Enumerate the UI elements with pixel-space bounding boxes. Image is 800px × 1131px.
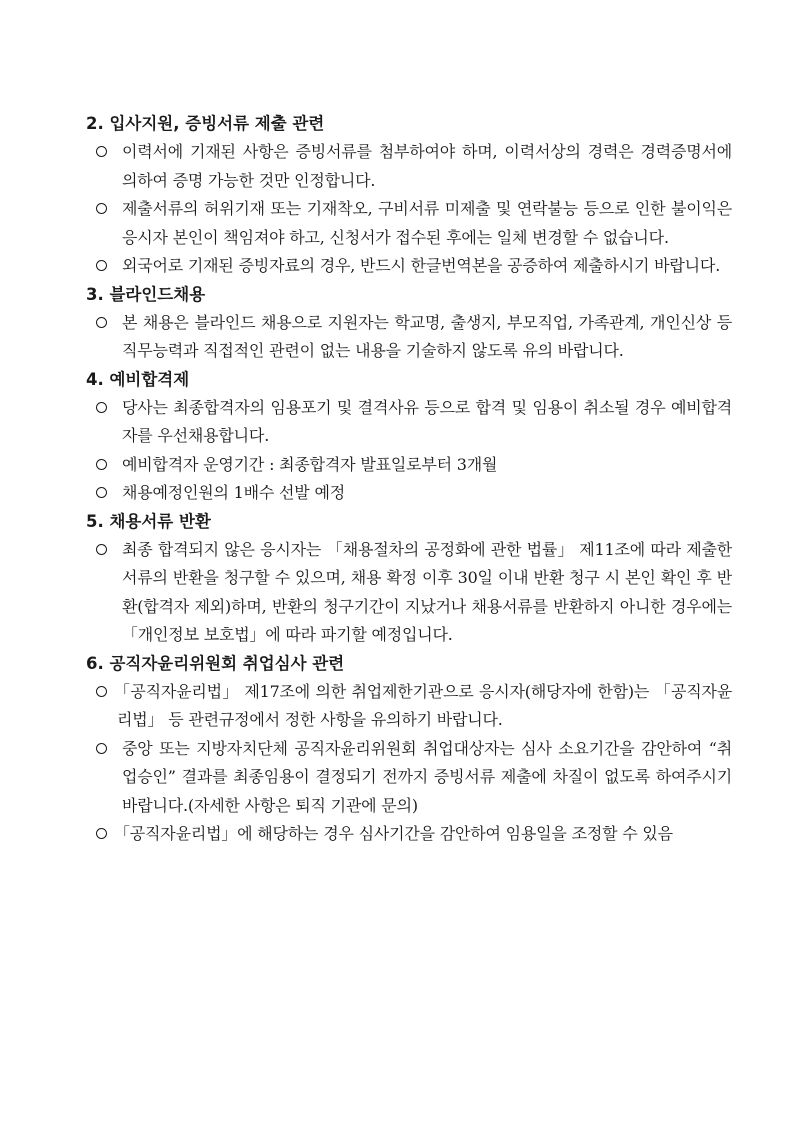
circle-bullet-icon [96, 402, 107, 413]
list-item: 중앙 또는 지방자치단체 공직자윤리위원회 취업대상자는 심사 소요기간을 감안하여 “취업승인” 결과를 최종임용이 결정되기 전까지 증빙서류 제출에 차질이 없도록 하여주시기 바랍니다.(자세한 사항은 퇴직 기관에 문의) [86, 735, 736, 821]
list-item: 외국어로 기재된 증빙자료의 경우, 반드시 한글번역본을 공증하여 제출하시기 바랍니다. [86, 252, 736, 281]
section-ethics-review [86, 650, 736, 849]
list-item: 제출서류의 허위기재 또는 기재착오, 구비서류 미제출 및 연락불능 등으로 인한 불이익은 응시자 본인이 책임져야 하고, 신청서가 접수된 후에는 일체 변경할 수 없습니다. [86, 195, 736, 252]
circle-bullet-icon [96, 544, 107, 555]
list-item: 예비합격자 운영기간 : 최종합격자 발표일로부터 3개월 [86, 451, 736, 480]
circle-bullet-icon [96, 459, 107, 470]
document-page [86, 110, 736, 849]
section-title: 3. 블라인드채용 [86, 284, 206, 304]
section-blind-hiring [86, 281, 736, 366]
section-title: 2. 입사지원, 증빙서류 제출 관련 [86, 114, 325, 133]
section-title: 5. 채용서류 반환 [86, 511, 211, 531]
section-document-return [86, 508, 736, 650]
circle-bullet-icon [96, 743, 107, 754]
circle-bullet-icon [96, 828, 107, 839]
circle-bullet-icon [96, 203, 107, 214]
section-title: 4. 예비합격제 [86, 369, 190, 389]
circle-bullet-icon [96, 686, 107, 697]
list-item: 이력서에 기재된 사항은 증빙서류를 첨부하여야 하며, 이력서상의 경력은 경력증명서에 의하여 증명 가능한 것만 인정합니다. [86, 138, 736, 195]
circle-bullet-icon [96, 487, 107, 498]
circle-bullet-icon [96, 317, 107, 328]
list-item: 「공직자윤리법」 제17조에 의한 취업제한기관으로 응시자(해당자에 한함)는 「공직자윤리법」 등 관련규정에서 정한 사항을 유의하기 바랍니다. [86, 678, 736, 735]
list-item: 당사는 최종합격자의 임용포기 및 결격사유 등으로 합격 및 임용이 취소될 경우 예비합격자를 우선채용합니다. [86, 394, 736, 451]
list-item: 채용예정인원의 1배수 선발 예정 [86, 479, 736, 508]
circle-bullet-icon [96, 260, 107, 271]
section-title: 6. 공직자윤리위원회 취업심사 관련 [86, 653, 345, 673]
section-reserve-pass [86, 366, 736, 508]
list-item: 「공직자윤리법」에 해당하는 경우 심사기간을 감안하여 임용일을 조정할 수 있음 [86, 820, 736, 849]
circle-bullet-icon [96, 146, 107, 157]
section-application-documents [86, 110, 736, 281]
list-item: 최종 합격되지 않은 응시자는 「채용절차의 공정화에 관한 법률」 제11조에 따라 제출한 서류의 반환을 청구할 수 있으며, 채용 확정 이후 30일 이내 반환 청구 시 본인 확인 후 반환(합격자 제외)하며, 반환의 청구기간이 지났거나 채용서류를 반환하지 아니한 경우에는 「개인정보 보호법」에 따라 파기할 예정입니다. [86, 536, 736, 650]
list-item: 본 채용은 블라인드 채용으로 지원자는 학교명, 출생지, 부모직업, 가족관계, 개인신상 등 직무능력과 직접적인 관련이 없는 내용을 기술하지 않도록 유의 바랍니다. [86, 309, 736, 366]
